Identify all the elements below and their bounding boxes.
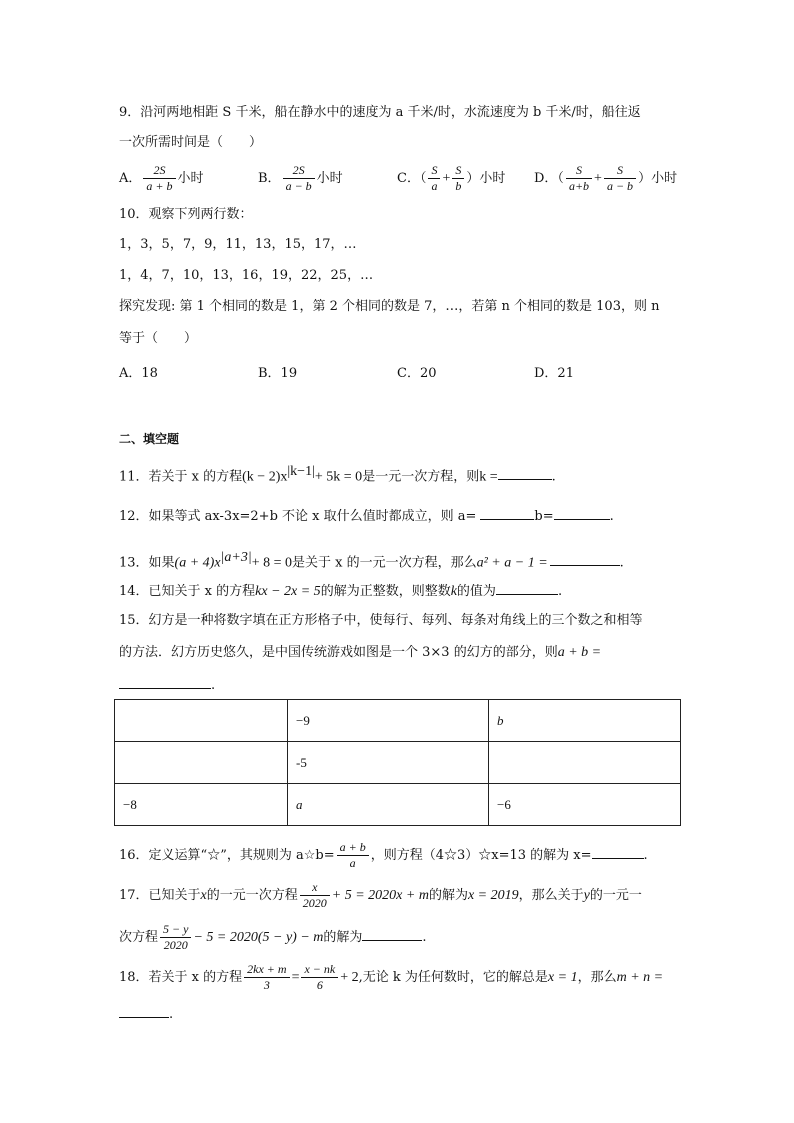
q15-answer-blank: [119, 674, 211, 689]
q14-line: [119, 580, 562, 602]
q12-text-a: 12．如果等式 ax-3x=2+b 不论 x 取什么值时都成立，则 a=: [119, 509, 477, 524]
q11-pre: 11．若关于 x 的方程: [119, 469, 243, 485]
q11-eq-a: (k − 2)x: [242, 469, 288, 485]
q9-c-f2-den: b: [455, 179, 462, 193]
q10-row1: 1，3，5，7，9，11，13，15，17，…: [119, 237, 357, 252]
q18-answer-blank: [119, 1003, 169, 1018]
q17-mid1: 的一元一次方程: [206, 888, 298, 903]
q18-expr: m + n =: [616, 970, 664, 985]
q17-pre: 17．已知关于: [119, 888, 201, 903]
q12-text-b: b=: [534, 509, 554, 524]
q9-stem-line2: 一次所需时间是（ ）: [119, 135, 263, 150]
q10-option-b: B．19: [258, 366, 298, 381]
q11-eq-b: + 5k = 0: [314, 469, 363, 485]
q9-b-den: a − b: [285, 179, 312, 193]
q9-option-b: [258, 163, 343, 194]
q18-num1: 2kx + m: [244, 962, 289, 978]
q17-eq2: − 5 = 2020(5 − y) − m: [193, 930, 324, 945]
q13-eq-a: (a + 4)x: [174, 555, 221, 571]
q9-d-plus: +: [594, 171, 602, 186]
q17-line2: [119, 922, 427, 953]
q9-c-label: C．（: [397, 171, 427, 186]
q17-x: x: [200, 888, 207, 903]
q15-answer-line: [119, 674, 215, 696]
q14-pre: 14．已知关于 x 的方程: [119, 584, 256, 599]
q15-expr: a + b =: [557, 645, 602, 660]
q13-end: .: [619, 555, 624, 571]
q9-d-f1-den: a+b: [568, 179, 590, 193]
q16-line: [119, 840, 648, 871]
table-cell: [115, 742, 288, 784]
q10-row2: 1，4，7，10，13，16，19，22，25，…: [119, 268, 374, 283]
table-cell: b: [489, 700, 681, 742]
table-cell: a: [288, 784, 489, 826]
q9-a-fraction: [143, 163, 175, 194]
q13-expr: a² + a − 1 =: [476, 555, 548, 571]
q14-k: k: [450, 584, 457, 599]
q9-d-frac1: [566, 163, 592, 194]
q16-den: a: [349, 856, 356, 870]
q15-line2-text: 的方法．幻方历史悠久，是中国传统游戏如图是一个 3×3 的幻方的部分，则: [119, 645, 558, 660]
q10-option-a: A．18: [119, 366, 158, 381]
q9-b-unit: 小时: [316, 171, 343, 186]
q12-blank-b: [554, 505, 610, 520]
q18-fraction2: [301, 962, 338, 993]
q9-c-f1-den: a: [431, 179, 438, 193]
q9-c-unit: ）小时: [466, 171, 506, 186]
q13-line: [119, 548, 624, 573]
q9-a-den: a + b: [146, 179, 173, 193]
q18-mid2: ，那么: [577, 970, 617, 985]
q16-answer-blank: [592, 844, 644, 859]
q10-option-d: D．21: [534, 366, 574, 381]
q15-stem-line1: 15．幻方是一种将数字填在正方形格子中，使每行、每列、每条对角线上的三个数之和相等: [119, 613, 643, 628]
table-row: [115, 784, 681, 826]
table-cell: −6: [489, 784, 681, 826]
q17-solution: x = 2019: [467, 888, 519, 903]
q18-den2: 6: [316, 978, 323, 992]
q9-d-unit: ）小时: [638, 171, 678, 186]
q9-b-num: 2S: [283, 163, 315, 179]
q10-stem-line4: 探究发现: 第 1 个相同的数是 1，第 2 个相同的数是 7，…，若第 n 个相同的数是 103，则 n: [119, 299, 660, 314]
q9-option-a: [119, 163, 204, 194]
q17-line2-pre: 次方程: [119, 930, 159, 945]
q18-eq: =: [291, 970, 300, 985]
q12-end: .: [609, 509, 614, 524]
q9-option-d: [534, 163, 677, 194]
q9-c-plus: +: [442, 171, 451, 186]
q17-num2: 5 − y: [160, 922, 191, 938]
q9-b-fraction: [283, 163, 315, 194]
q17-end: .: [422, 930, 427, 945]
q18-mid: ,无论 k 为任何数时，它的解总是: [358, 970, 548, 985]
q17-y: y: [583, 888, 590, 903]
q12-blank-a: [480, 505, 534, 520]
q10-stem-line1: 10．观察下列两行数：: [119, 207, 253, 222]
q17-answer-blank: [362, 926, 422, 941]
q17-mid3: ，那么关于: [518, 888, 584, 903]
q17-line2-post: 的解为: [323, 930, 363, 945]
q9-d-f2-den: a − b: [606, 179, 634, 193]
q16-pre: 16．定义运算“☆”，其规则为 a☆b=: [119, 848, 335, 863]
q9-option-c: [397, 163, 505, 194]
q16-end: .: [643, 848, 648, 863]
q15-stem-line2: [119, 643, 601, 663]
table-cell: −8: [115, 784, 288, 826]
q11-k: k =: [479, 469, 498, 485]
table-cell: -5: [288, 742, 489, 784]
section-fill-in-title: 二、填空题: [119, 432, 180, 446]
table-row: [115, 742, 681, 784]
q16-num: a + b: [337, 840, 369, 856]
table-cell: −9: [288, 700, 489, 742]
q10-option-c: C．20: [397, 366, 437, 381]
table-cell: [115, 700, 288, 742]
q18-line2: [119, 1003, 173, 1025]
q16-fraction: [337, 840, 369, 871]
q17-num1: x: [300, 880, 330, 896]
q18-num2: x − nk: [301, 962, 338, 978]
q17-eq1: + 5 = 2020x + m: [331, 888, 429, 903]
q9-c-f1-num: S: [428, 163, 440, 179]
q17-den2: 2020: [163, 938, 188, 952]
q11-exponent: |k−1|: [287, 464, 315, 479]
q13-eq-b: + 8 = 0: [251, 555, 292, 571]
q11-line: [119, 462, 556, 487]
q14-end: .: [557, 584, 563, 599]
q9-a-label: A．: [119, 171, 142, 186]
q18-plus: + 2: [340, 970, 359, 985]
q17-line1: [119, 880, 642, 911]
q9-d-f2-num: S: [604, 163, 636, 179]
q18-end: .: [169, 1007, 174, 1022]
q14-mid: 的解为正整数，则整数: [320, 584, 451, 599]
q9-stem-line1: 9．沿河两地相距 S 千米，船在静水中的速度为 a 千米/时，水流速度为 b 千米/时，船往返: [119, 105, 641, 120]
q9-a-num: 2S: [143, 163, 175, 179]
q14-post: 的值为: [456, 584, 496, 599]
table-row: [115, 700, 681, 742]
q15-end: .: [211, 678, 216, 693]
q11-answer-blank: [498, 465, 552, 480]
q13-exponent: |a+3|: [220, 550, 252, 565]
q14-eq: kx − 2x = 5: [255, 584, 321, 599]
q9-a-unit: 小时: [177, 171, 204, 186]
q9-b-label: B．: [258, 171, 281, 186]
table-cell: [489, 742, 681, 784]
q17-fraction1: [300, 880, 330, 911]
q18-den1: 3: [263, 978, 270, 992]
q9-c-frac2: [452, 163, 464, 194]
q12-line: [119, 505, 614, 527]
q18-fraction1: [244, 962, 289, 993]
q9-d-frac2: [604, 163, 636, 194]
q11-end: .: [551, 469, 556, 485]
q17-fraction2: [160, 922, 191, 953]
q13-answer-blank: [550, 551, 620, 566]
q10-stem-line5: 等于（ ）: [119, 331, 198, 346]
q13-pre: 13．如果: [119, 555, 175, 571]
q9-c-f2-num: S: [452, 163, 464, 179]
q14-answer-blank: [496, 580, 558, 595]
q18-line1: [119, 962, 663, 993]
q18-solution: x = 1: [547, 970, 578, 985]
magic-square-table: [114, 699, 681, 826]
q9-d-label: D．（: [534, 171, 564, 186]
q17-den1: 2020: [302, 896, 327, 910]
q9-d-f1-num: S: [566, 163, 592, 179]
q13-mid: 是关于 x 的一元一次方程，那么: [292, 555, 477, 571]
q16-post: ，则方程（4☆3）☆x=13 的解为 x=: [370, 848, 592, 863]
q18-pre: 18．若关于 x 的方程: [119, 970, 243, 985]
q17-mid4: 的一元一: [589, 888, 642, 903]
q9-c-frac1: [428, 163, 440, 194]
q11-mid: 是一元一次方程，则: [362, 469, 480, 485]
q17-mid2: 的解为: [428, 888, 468, 903]
